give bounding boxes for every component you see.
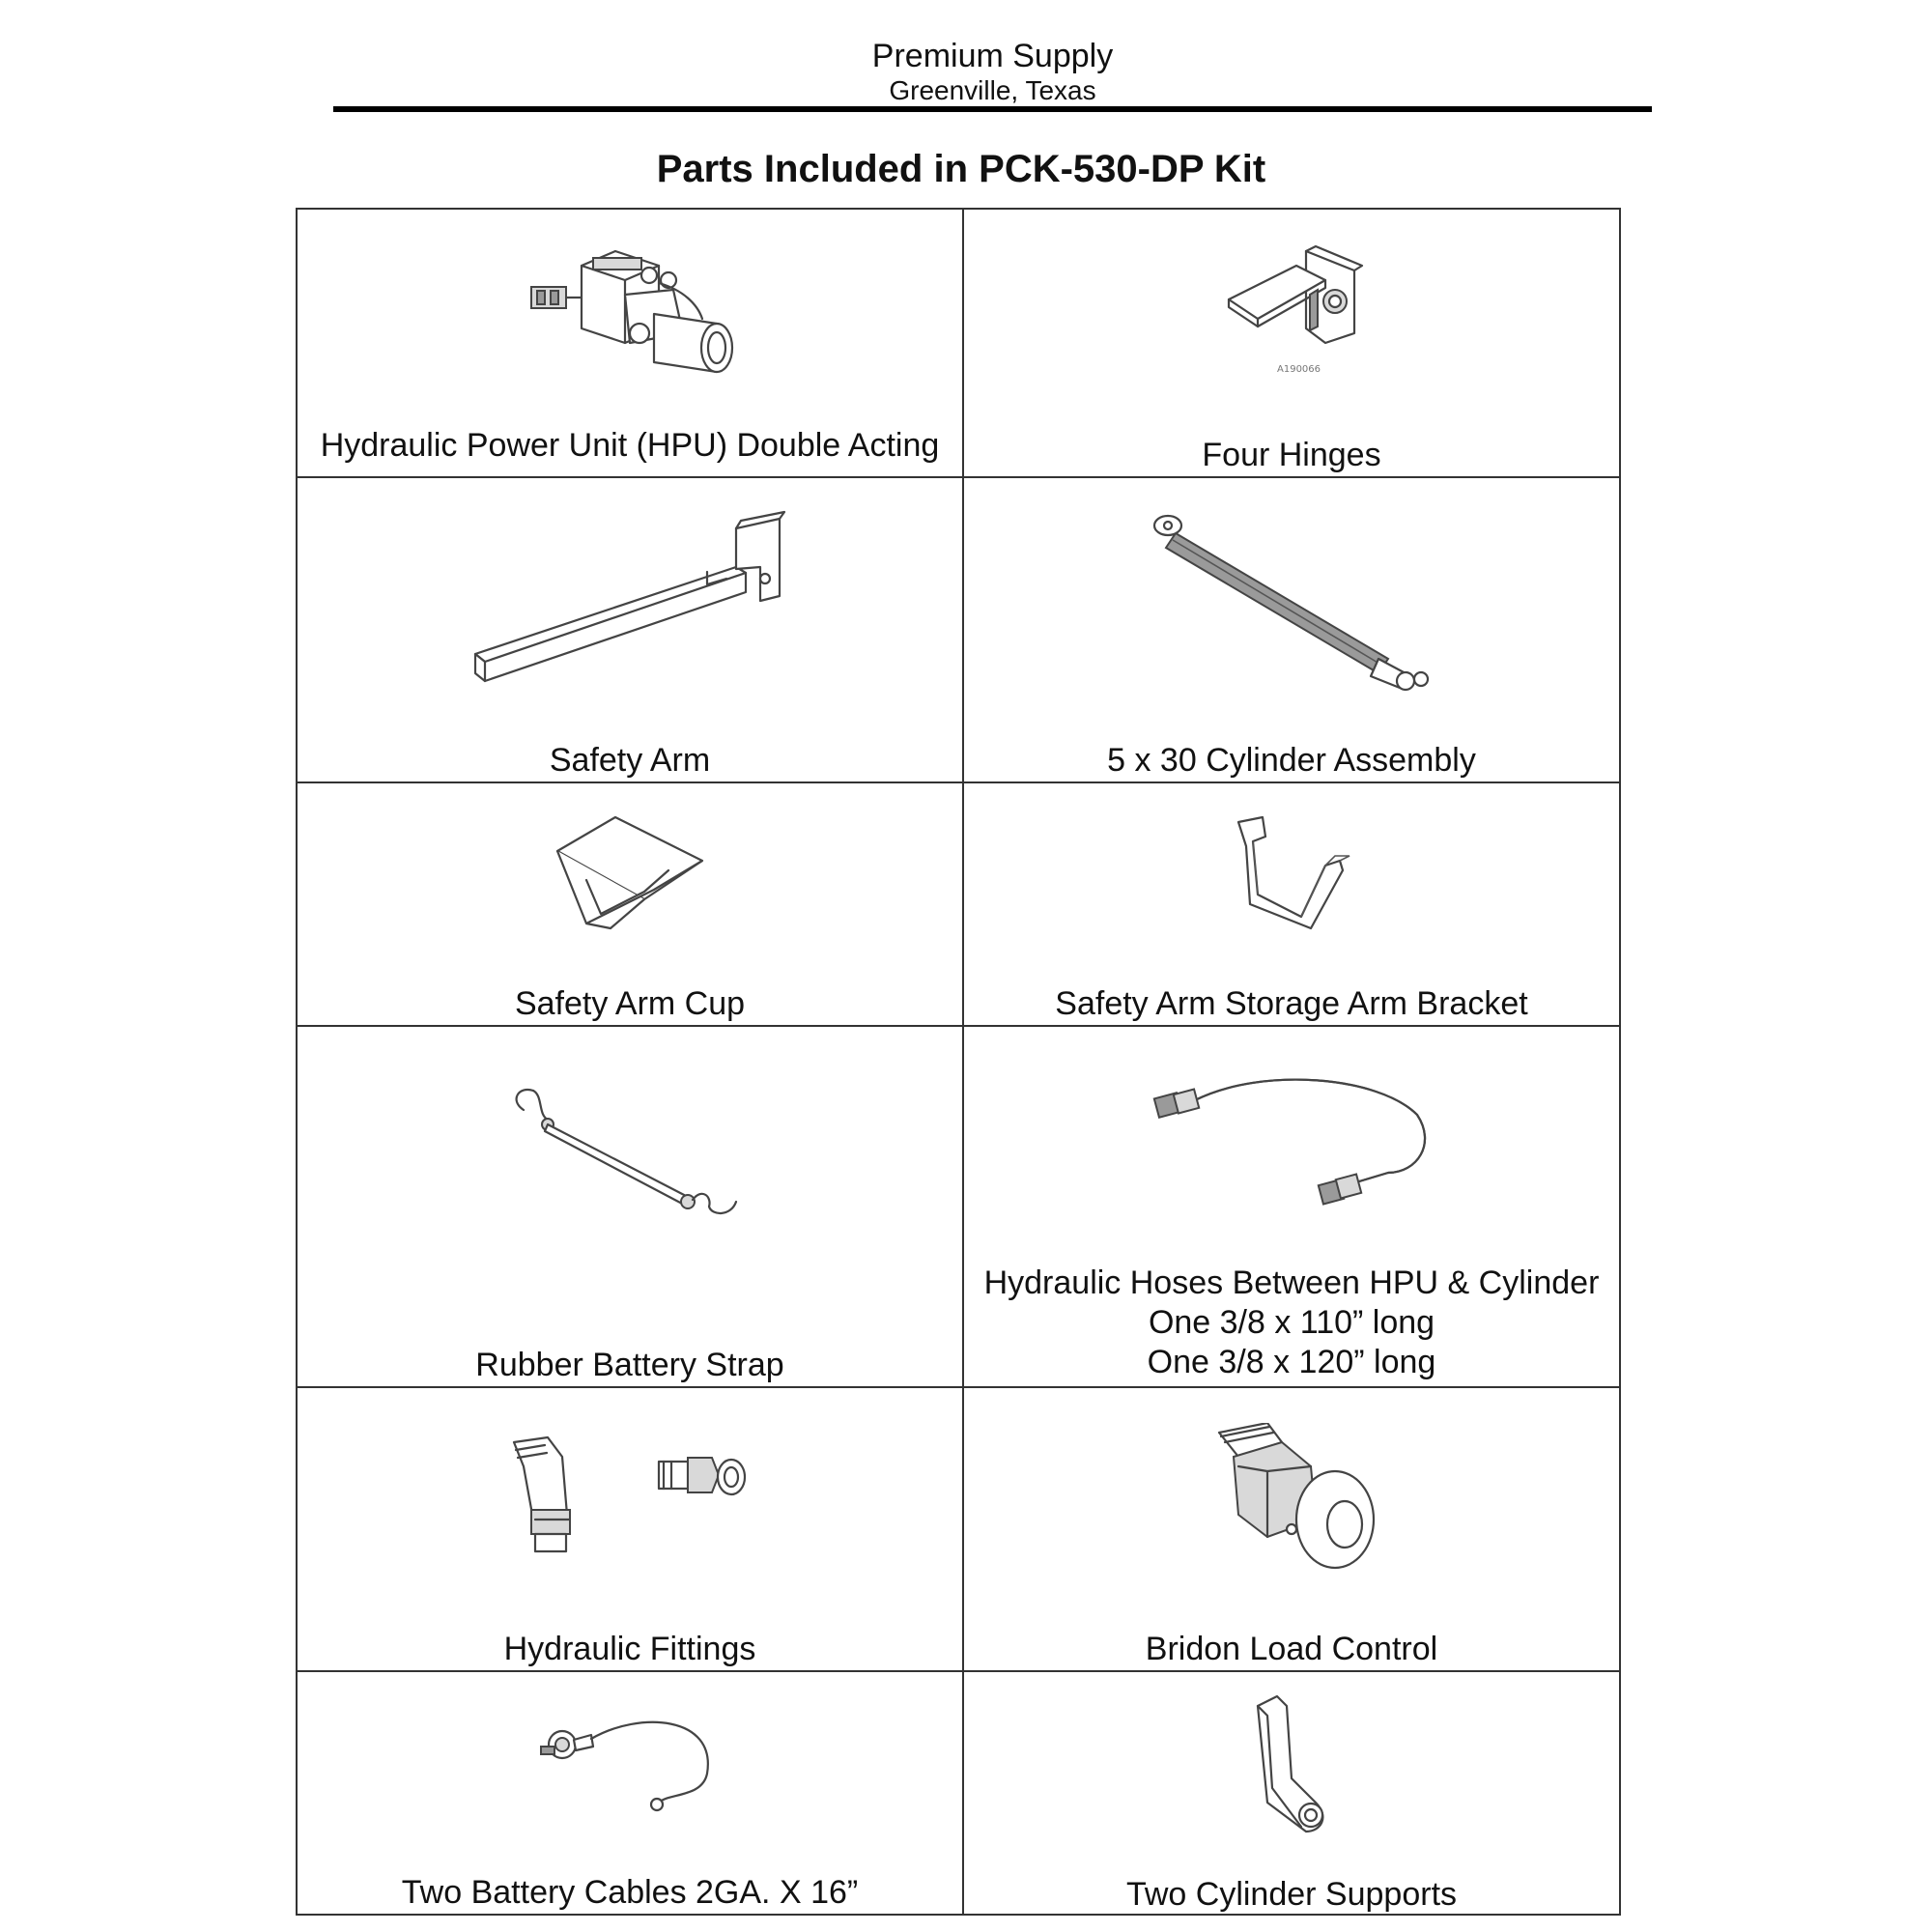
part-cell [297,1671,963,1915]
load-control-icon [1200,1423,1383,1577]
strap-icon [504,1071,755,1226]
fittings-icon [495,1433,765,1568]
battery-cable-icon [533,1706,726,1822]
page-title: Parts Included in PCK-530-DP Kit [656,148,1266,190]
part-name: 5 x 30 Cylinder Assembly [1107,742,1476,779]
part-cell [963,1026,1620,1387]
table-row [297,1387,1620,1671]
part-name: Four Hinges [1202,437,1381,473]
hose-caption [964,1264,1619,1382]
bracket-icon [1229,812,1354,938]
part-cell [963,1671,1620,1915]
table-row [297,782,1620,1026]
hpu-icon [514,237,746,391]
svg-text:A190066: A190066 [1277,364,1321,375]
part-name: Two Battery Cables 2GA. X 16” [401,1874,859,1911]
hose-icon [1147,1057,1436,1221]
part-name: Rubber Battery Strap [475,1347,784,1383]
table-row [297,1671,1620,1915]
part-name: Safety Arm Storage Arm Bracket [1055,985,1528,1022]
part-cell [297,1387,963,1671]
part-cell [297,1026,963,1387]
company-name: Premium Supply [871,38,1114,74]
part-cell [297,782,963,1026]
table-row [297,209,1620,477]
part-cell [297,477,963,782]
part-name: Safety Arm [549,742,711,779]
part-name: Hydraulic Hoses Between HPU & Cylinder [983,1264,1600,1301]
part-name: Safety Arm Cup [514,985,746,1022]
part-name: Bridon Load Control [1145,1631,1438,1667]
part-cell [297,209,963,477]
safety-arm-icon [466,509,794,693]
part-name: Hydraulic Fittings [503,1631,756,1667]
cylinder-support-icon [1238,1691,1345,1836]
company-location: Greenville, Texas [889,75,1096,105]
part-cell [963,477,1620,782]
part-cell [963,782,1620,1026]
parts-table [296,208,1621,1916]
part-name: Two Cylinder Supports [1125,1876,1458,1913]
cylinder-icon [1147,504,1436,697]
part-spec: One 3/8 x 110” long [1148,1304,1435,1341]
hinge-icon [1209,242,1374,386]
table-row [297,1026,1620,1387]
part-name: Hydraulic Power Unit (HPU) Double Acting [320,427,940,464]
header-rule [333,106,1652,112]
part-cell [963,209,1620,477]
part-cell [963,1387,1620,1671]
cup-icon [548,812,712,938]
part-spec: One 3/8 x 120” long [1147,1344,1436,1380]
table-row [297,477,1620,782]
